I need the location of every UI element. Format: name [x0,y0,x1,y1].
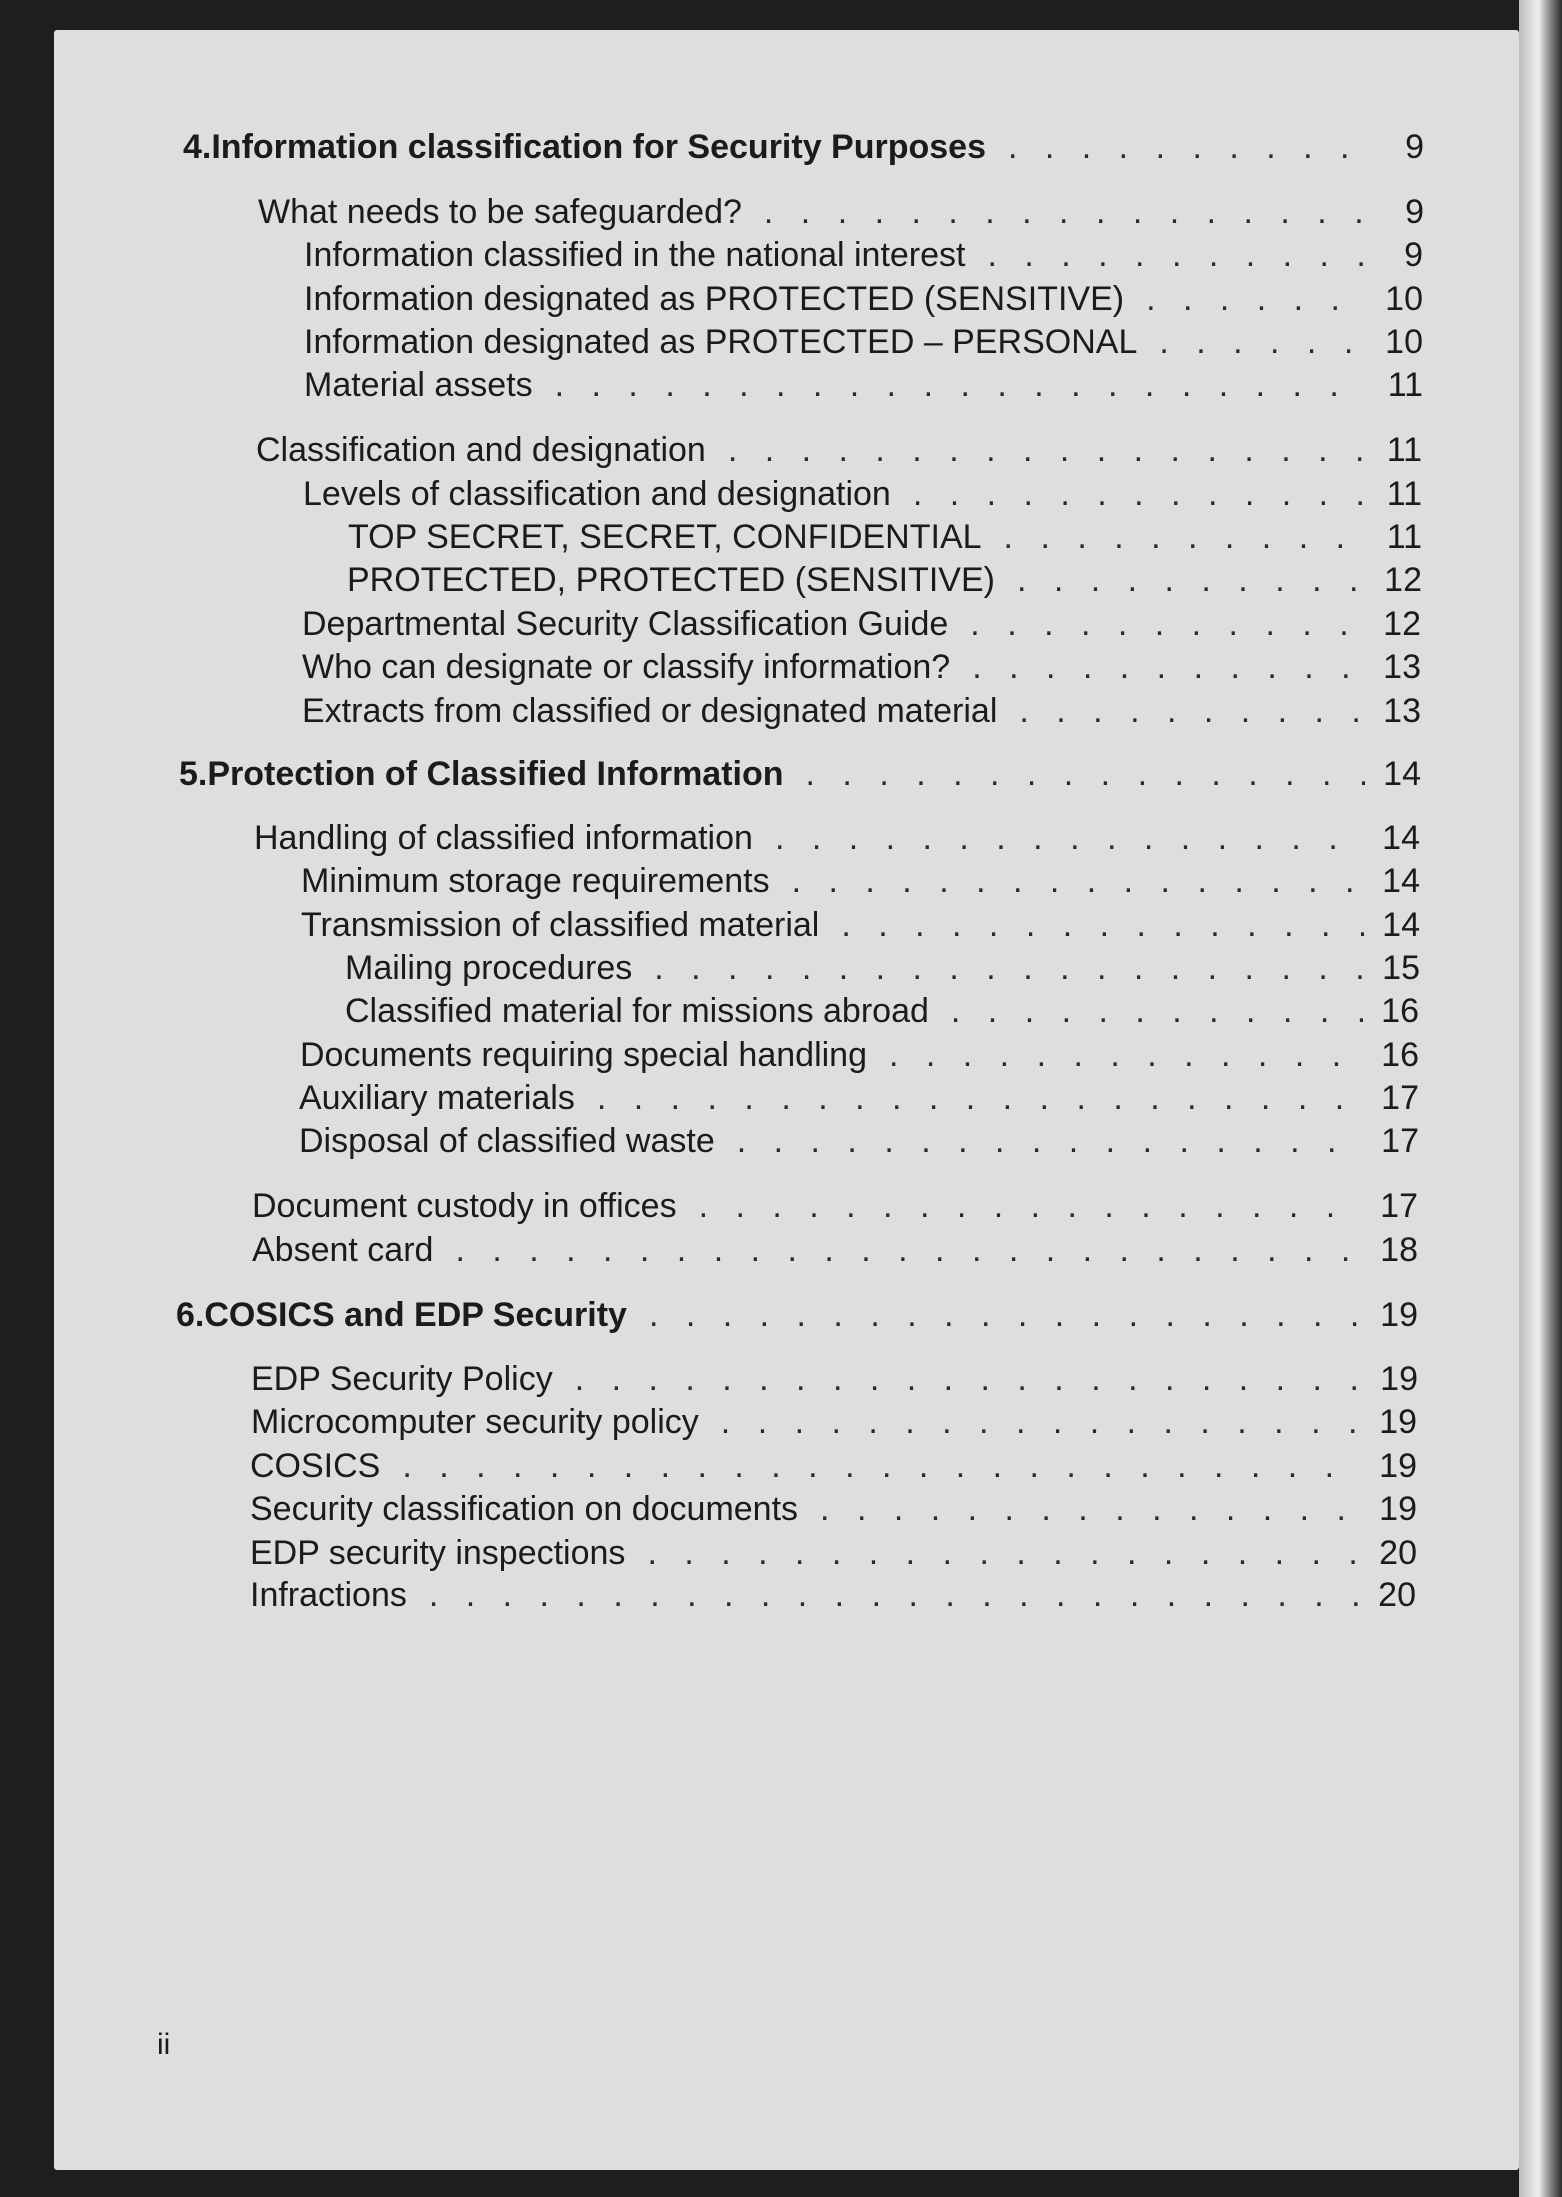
toc-page-number: 9 [1405,128,1424,166]
toc-entry-title: Who can designate or classify information? [302,648,951,686]
toc-entry-title: EDP Security Policy [251,1360,553,1398]
toc-entry-title: EDP security inspections [250,1534,626,1572]
toc-entry-title: TOP SECRET, SECRET, CONFIDENTIAL [348,518,982,556]
toc-entry-title: Document custody in offices [252,1187,677,1225]
toc-entry [256,428,1422,472]
dot-leader [1008,125,1368,169]
dot-leader [647,1531,1361,1575]
toc-page-number: 12 [1384,561,1422,599]
toc-entry-title: Material assets [304,366,533,404]
section-number: 5. [179,755,208,793]
toc-entry [250,1487,1417,1531]
page-number: ii [157,2028,171,2061]
section-number: 4. [183,128,212,166]
dot-leader [1146,277,1367,321]
toc-entry-title: Information designated as PROTECTED (SENSITIVE) [304,280,1125,318]
toc-entry [301,903,1420,947]
toc-section-heading [179,752,1421,796]
toc-entry-title: Levels of classification and designation [303,475,891,513]
toc-entry [304,233,1423,277]
toc-entry-title: Handling of classified information [254,819,753,857]
toc-entry [347,558,1422,602]
dot-leader [1159,320,1367,364]
toc-entry [299,1076,1419,1120]
toc-entry [250,1444,1417,1488]
toc-entry-title: Protection of Classified Information [207,755,784,793]
toc-entry [345,946,1420,990]
dot-leader [951,989,1363,1033]
toc-entry [304,320,1423,364]
toc-entry [251,1357,1418,1401]
toc-page-number: 10 [1385,280,1423,318]
dot-leader [1004,515,1366,559]
toc-entry-title: What needs to be safeguarded? [258,193,742,231]
toc-page-number: 9 [1404,236,1423,274]
toc-entry [250,1573,1416,1617]
toc-page-number: 9 [1405,193,1424,231]
toc-entry [251,1400,1417,1444]
dot-leader [889,1033,1363,1077]
toc-entry [299,1119,1419,1163]
toc-entry-title: Absent card [252,1231,434,1269]
toc-page-number: 11 [1386,518,1422,556]
dot-leader [1017,558,1366,602]
dot-leader [806,752,1365,796]
toc-page-number: 17 [1380,1187,1418,1225]
toc-entry-title: Security classification on documents [250,1490,799,1528]
dot-leader [841,903,1364,947]
toc-page-number: 14 [1382,906,1420,944]
toc-page-number: 13 [1383,648,1421,686]
dot-leader [649,1293,1362,1337]
toc-entry-title: Information designated as PROTECTED – PERSONAL [304,323,1138,361]
toc-entry-title: Documents requiring special handling [300,1036,867,1074]
toc-entry [301,859,1420,903]
toc-section-heading [183,125,1424,169]
toc-entry [345,989,1419,1033]
toc-page-number: 12 [1383,605,1421,643]
toc-entry-title: Departmental Security Classification Guide [302,605,949,643]
toc-page-number: 11 [1386,475,1422,513]
toc-entry [304,363,1423,407]
dot-leader [970,602,1365,646]
toc-page-number: 19 [1380,1296,1418,1334]
toc-entry [252,1184,1418,1228]
dot-leader [987,233,1367,277]
toc-page-number: 19 [1379,1403,1417,1441]
dot-leader [737,1119,1363,1163]
toc-page-number: 10 [1385,323,1423,361]
toc-entry [348,515,1422,559]
toc-entry [304,277,1423,321]
toc-page-number: 11 [1386,431,1422,469]
toc-entry-title: Extracts from classified or designated material [302,692,998,730]
toc-entry [302,689,1421,733]
dot-leader [429,1573,1360,1617]
toc-entry-title: Minimum storage requirements [301,862,770,900]
toc-entry-title: Information classified in the national interest [304,236,966,274]
toc-entry-title: Information classification for Security Purposes [211,128,986,166]
toc-page-number: 16 [1381,992,1419,1030]
toc-entry-title: PROTECTED, PROTECTED (SENSITIVE) [347,561,995,599]
toc-entry [254,816,1420,860]
toc-page-number: 14 [1382,862,1420,900]
toc-entry-title: Disposal of classified waste [299,1122,715,1160]
toc-entry [300,1033,1419,1077]
toc-entry [250,1531,1417,1575]
toc-entry [302,602,1421,646]
toc-page-number: 14 [1383,755,1421,793]
dot-leader [972,645,1365,689]
dot-leader [1019,689,1365,733]
toc-page-number: 20 [1378,1576,1416,1614]
dot-leader [597,1076,1363,1120]
toc-page-number: 19 [1379,1490,1417,1528]
toc-page-number: 19 [1380,1360,1418,1398]
dot-leader [699,1184,1362,1228]
dot-leader [728,428,1366,472]
toc-entry-title: Classification and designation [256,431,706,469]
toc-entry [252,1228,1418,1272]
toc-page-number: 11 [1387,366,1423,404]
section-number: 6. [176,1296,205,1334]
toc-page-number: 17 [1381,1122,1419,1160]
toc-entry-title: Microcomputer security policy [251,1403,699,1441]
toc-entry [302,645,1421,689]
toc-entry-title: Transmission of classified material [301,906,820,944]
dot-leader [575,1357,1362,1401]
toc-page-number: 18 [1380,1231,1418,1269]
toc-entry [303,472,1422,516]
toc-page-number: 13 [1383,692,1421,730]
dot-leader [721,1400,1361,1444]
dot-leader [913,472,1366,516]
toc-page-number: 14 [1382,819,1420,857]
toc-entry-title: Mailing procedures [345,949,633,987]
dot-leader [792,859,1364,903]
toc-entry-title: Classified material for missions abroad [345,992,929,1030]
toc-entry-title: Auxiliary materials [299,1079,575,1117]
dot-leader [555,363,1367,407]
toc-page-number: 17 [1381,1079,1419,1117]
toc-page-number: 19 [1379,1447,1417,1485]
dot-leader [402,1444,1361,1488]
dot-leader [775,816,1364,860]
dot-leader [764,190,1368,234]
dot-leader [820,1487,1361,1531]
toc-page-number: 20 [1379,1534,1417,1572]
dot-leader [654,946,1364,990]
toc-page-number: 15 [1382,949,1420,987]
toc-page-number: 16 [1381,1036,1419,1074]
toc-entry [258,190,1424,234]
toc-entry-title: COSICS [250,1447,381,1485]
toc-entry-title: Infractions [250,1576,407,1614]
dot-leader [455,1228,1362,1272]
toc-section-heading [176,1293,1418,1337]
toc-entry-title: COSICS and EDP Security [204,1296,627,1334]
